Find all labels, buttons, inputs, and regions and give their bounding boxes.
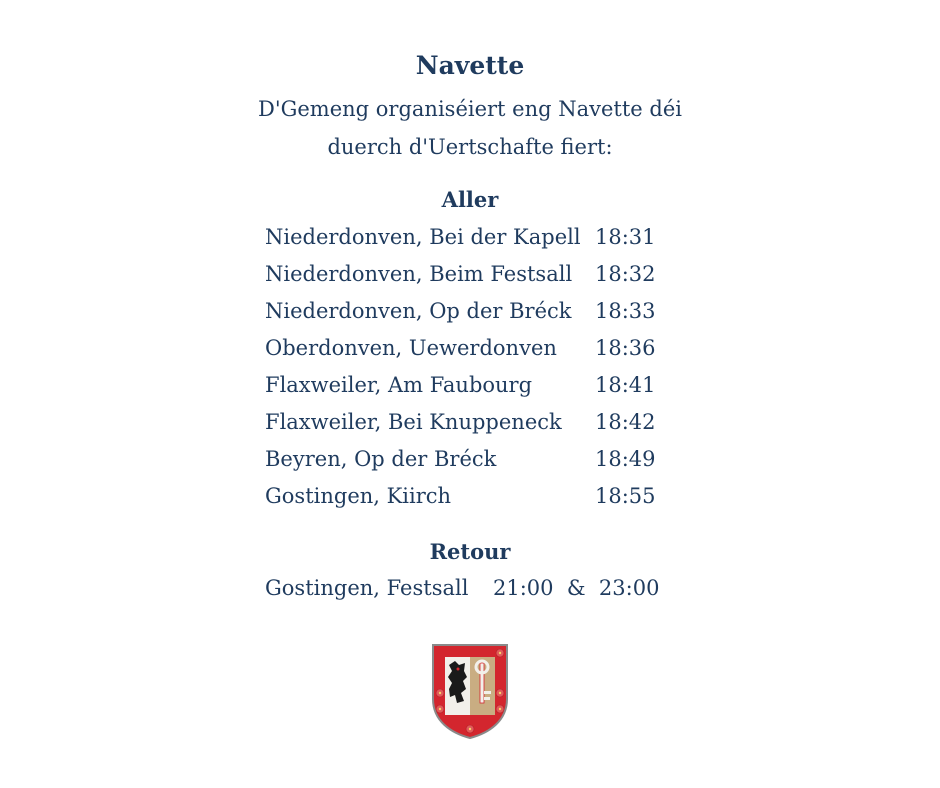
- departure-times: 21:00 & 23:00: [493, 576, 660, 600]
- departure-time: 18:31: [595, 225, 656, 249]
- stop-name: Niederdonven, Bei der Kapell: [265, 225, 581, 249]
- departure-time: 18:55: [595, 484, 656, 508]
- departure-time: 18:49: [595, 447, 656, 471]
- intro-text: [0, 90, 940, 166]
- schedule-row: [265, 481, 685, 511]
- stop-name: Gostingen, Kiirch: [265, 484, 452, 508]
- stop-name: Flaxweiler, Bei Knuppeneck: [265, 410, 562, 434]
- schedule-row: [265, 259, 685, 289]
- departure-time: 18:41: [595, 373, 656, 397]
- intro-line-2: duerch d'Uertschafte fiert:: [327, 135, 613, 159]
- departure-time: 18:32: [595, 262, 656, 286]
- stop-name: Gostingen, Festsall: [265, 576, 469, 600]
- stop-name: Oberdonven, Uewerdonven: [265, 336, 557, 360]
- stop-name: Niederdonven, Op der Bréck: [265, 299, 572, 323]
- departure-time: 18:33: [595, 299, 656, 323]
- coat-of-arms-icon: [431, 643, 509, 739]
- schedule-row: [265, 444, 685, 474]
- schedule-row: [265, 296, 685, 326]
- schedule-row: [265, 370, 685, 400]
- departure-time: 18:42: [595, 410, 656, 434]
- retour-heading: Retour: [429, 539, 511, 564]
- aller-heading: Aller: [441, 187, 499, 212]
- schedule-row: [265, 222, 685, 252]
- schedule-row: [265, 333, 685, 363]
- stop-name: Niederdonven, Beim Festsall: [265, 262, 573, 286]
- schedule-row: [265, 407, 685, 437]
- stop-name: Beyren, Op der Bréck: [265, 447, 497, 471]
- page-title: Navette: [415, 51, 525, 80]
- retour-row: [265, 573, 685, 603]
- intro-line-1: D'Gemeng organiséiert eng Navette déi: [257, 97, 682, 121]
- departure-time: 18:36: [595, 336, 656, 360]
- stop-name: Flaxweiler, Am Faubourg: [265, 373, 533, 397]
